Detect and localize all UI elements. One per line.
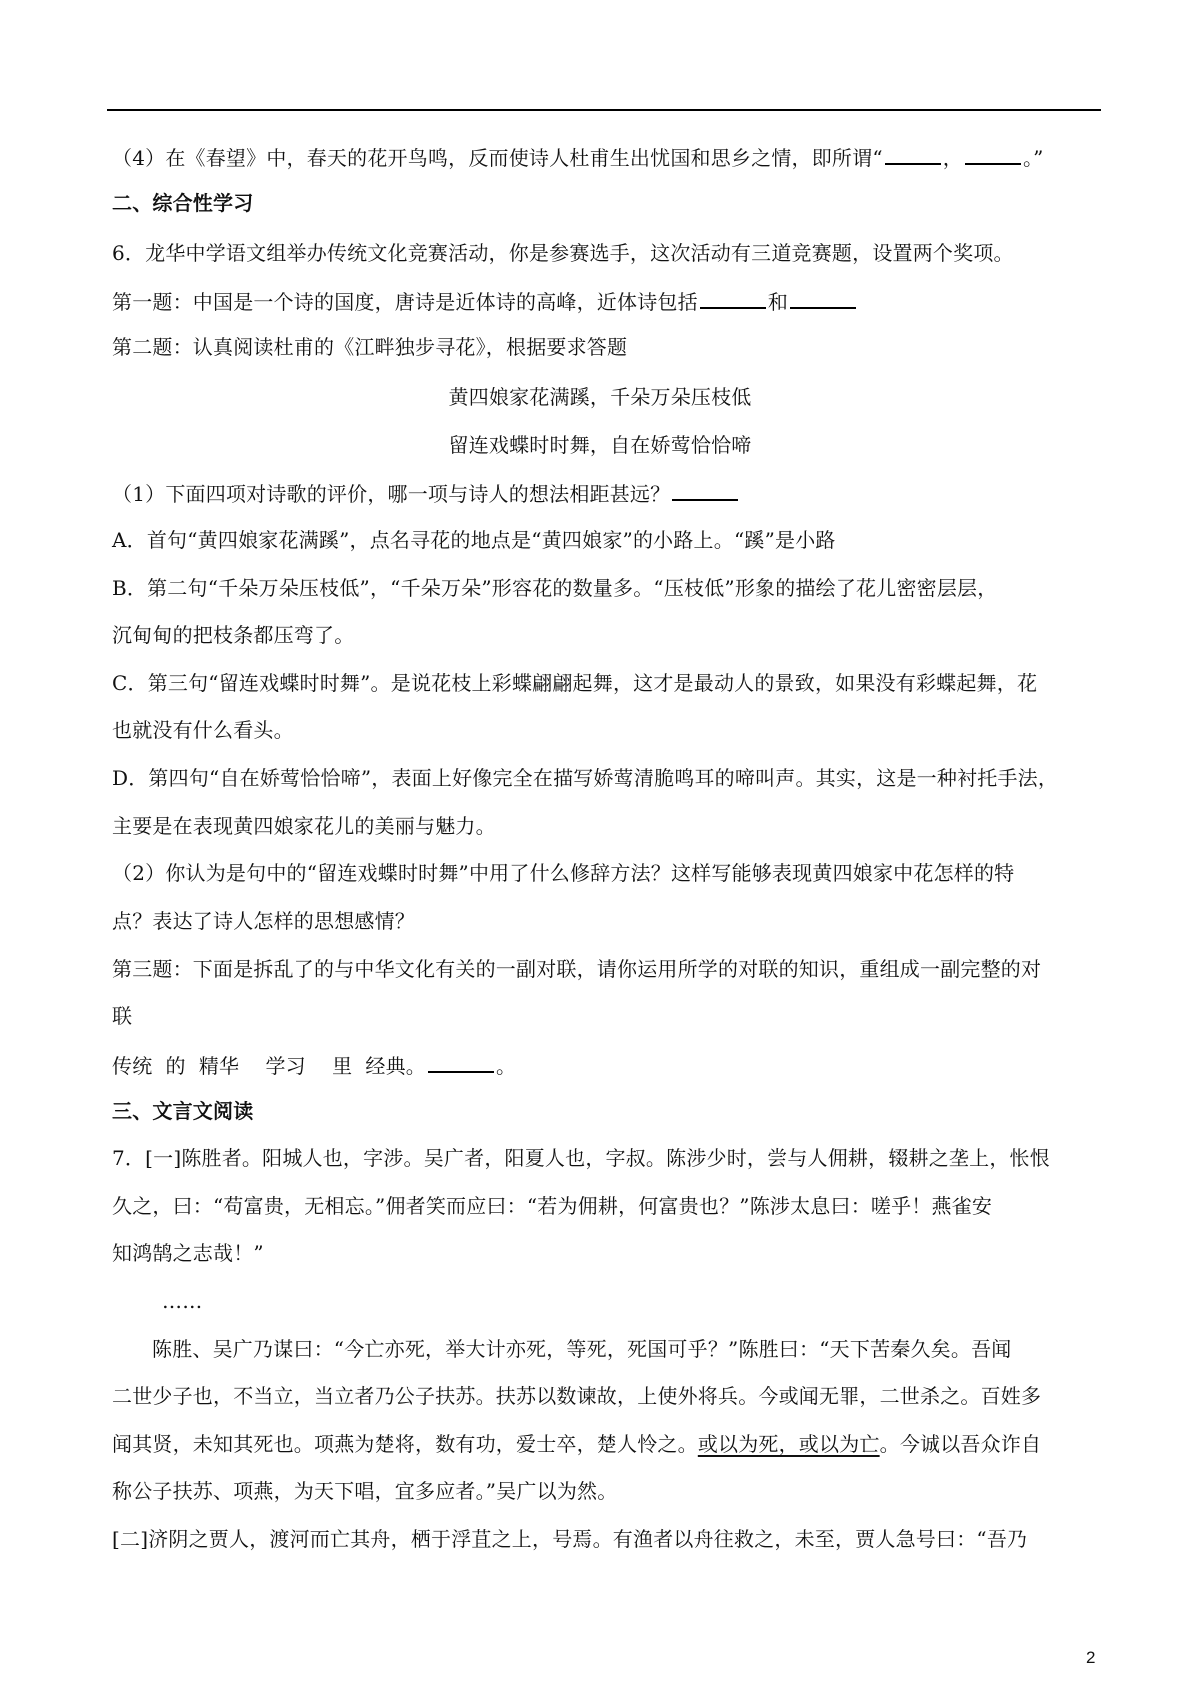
- option-a: A．首句“黄四娘家花满蹊”，点名寻花的地点是“黄四娘家”的小路上。“蹊”是小路: [112, 528, 836, 552]
- section-heading: 二、综合性学习: [112, 191, 254, 215]
- answer-blank[interactable]: [790, 287, 856, 309]
- task-1: 第一题：中国是一个诗的国度，唐诗是近体诗的高峰，近体诗包括 和: [112, 287, 858, 315]
- poem-line: 留连戏蝶时时舞，自在娇莺恰恰啼: [448, 433, 752, 457]
- section-heading: 三、文言文阅读: [112, 1099, 254, 1123]
- option-c-cont: 也就没有什么看头。: [112, 718, 294, 742]
- ellipsis: ……: [162, 1289, 203, 1313]
- couplet-words: 传统 的 精华 学习 里 经典。 。: [112, 1051, 516, 1079]
- option-c: C．第三句“留连戏蝶时时舞”。是说花枝上彩蝶翩翩起舞，这才是最动人的景致，如果没有彩蝶起舞，花: [112, 671, 1038, 695]
- passage-1-line: 久之，曰：“苟富贵，无相忘。”佣者笑而应曰：“若为佣耕，何富贵也？”陈涉太息曰：嗟乎！燕雀安: [112, 1194, 993, 1218]
- answer-blank[interactable]: [672, 479, 738, 501]
- sub-question-2-cont: 点？表达了诗人怎样的思想感情？: [112, 909, 415, 933]
- passage-1-line: 7．[一]陈胜者。阳城人也，字涉。吴广者，阳夏人也，字叔。陈涉少时，尝与人佣耕，辍耕之垄上，怅恨: [112, 1146, 1050, 1170]
- sub-question-2: （2）你认为是句中的“留连戏蝶时时舞”中用了什么修辞方法？这样写能够表现黄四娘家中花怎样的特: [112, 861, 1015, 885]
- passage-3-line: [二]济阴之贾人，渡河而亡其舟，栖于浮苴之上，号焉。有渔者以舟往救之，未至，贾人急号曰：“吾乃: [112, 1527, 1028, 1551]
- header-rule: [107, 109, 1101, 111]
- option-d-cont: 主要是在表现黄四娘家花儿的美丽与魅力。: [112, 814, 496, 838]
- answer-blank[interactable]: [885, 143, 941, 165]
- question-5-4: （4）在《春望》中，春天的花开鸟鸣，反而使诗人杜甫生出忧国和思乡之情，即所谓“ ， 。”: [112, 143, 1044, 171]
- answer-blank[interactable]: [700, 287, 766, 309]
- answer-blank[interactable]: [428, 1051, 494, 1073]
- passage-2-line: 称公子扶苏、项燕，为天下唱，宜多应者。”吴广以为然。: [112, 1479, 618, 1503]
- poem-line: 黄四娘家花满蹊，千朵万朵压枝低: [448, 385, 752, 409]
- sub-question-1: （1）下面四项对诗歌的评价，哪一项与诗人的想法相距甚远？: [112, 479, 740, 507]
- option-b: B．第二句“千朵万朵压枝低”，“千朵万朵”形容花的数量多。“压枝低”形象的描绘了花儿密密层层，: [112, 576, 998, 600]
- option-d: D．第四句“自在娇莺恰恰啼”，表面上好像完全在描写娇莺清脆鸣耳的啼叫声。其实，这是一种衬托手法，: [112, 766, 1059, 790]
- passage-2-line: 二世少子也，不当立，当立者乃公子扶苏。扶苏以数谏故，上使外将兵。今或闻无罪，二世杀之。百姓多: [112, 1384, 1042, 1408]
- option-b-cont: 沉甸甸的把枝条都压弯了。: [112, 623, 355, 647]
- task-2: 第二题：认真阅读杜甫的《江畔独步寻花》，根据要求答题: [112, 335, 628, 359]
- answer-blank[interactable]: [965, 143, 1021, 165]
- passage-2-line: 闻其贤，未知其死也。项燕为楚将，数有功，爱士卒，楚人怜之。或以为死，或以为亡。今诚以吾众诈自: [112, 1432, 1042, 1456]
- passage-2-line: 陈胜、吴广乃谋曰：“今亡亦死，举大计亦死，等死，死国可乎？”陈胜曰：“天下苦秦久矣。吾闻: [152, 1337, 1012, 1361]
- question-6-intro: 6．龙华中学语文组举办传统文化竞赛活动，你是参赛选手，这次活动有三道竞赛题，设置两个奖项。: [112, 241, 1014, 265]
- page-number: 2: [1086, 1648, 1096, 1667]
- task-3-cont: 联: [112, 1004, 133, 1028]
- task-3: 第三题：下面是拆乱了的与中华文化有关的一副对联，请你运用所学的对联的知识，重组成一副完整的对: [112, 957, 1042, 981]
- underlined-sentence: 或以为死，或以为亡: [697, 1432, 880, 1456]
- passage-1-line: 知鸿鹄之志哉！”: [112, 1241, 264, 1265]
